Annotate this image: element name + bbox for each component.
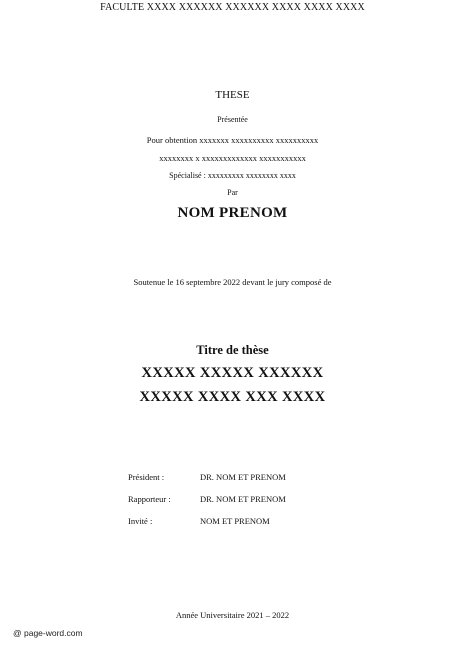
thesis-title-line-2: XXXXX XXXX XXX XXXX bbox=[139, 389, 326, 405]
jury-name: DR. NOM ET PRENOM bbox=[200, 472, 286, 482]
jury-role: Invité : bbox=[128, 516, 153, 526]
defense-statement: Soutenue le 16 septembre 2022 devant le jury composé de bbox=[133, 277, 332, 287]
jury-role: Rapporteur : bbox=[128, 494, 171, 504]
jury-name: DR. NOM ET PRENOM bbox=[200, 494, 286, 504]
jury-member-president bbox=[0, 472, 465, 486]
academic-year: Année Universitaire 2021 – 2022 bbox=[175, 610, 290, 620]
thesis-title-label: Titre de thèse bbox=[196, 343, 269, 357]
faculty-header: FACULTE XXXX XXXXXX XXXXXX XXXX XXXX XXXX bbox=[100, 2, 365, 13]
degree-line-1: Pour obtention xxxxxxx xxxxxxxxxx xxxxxxxxxx bbox=[146, 135, 319, 145]
degree-line-2: xxxxxxxx x xxxxxxxxxxxxx xxxxxxxxxxx bbox=[159, 153, 306, 163]
by-label: Par bbox=[227, 188, 238, 197]
jury-member-rapporteur bbox=[0, 494, 465, 508]
author-name: NOM PRENOM bbox=[177, 205, 288, 221]
thesis-title-line-1: XXXXX XXXXX XXXXXX bbox=[141, 365, 324, 381]
jury-role: Président : bbox=[128, 472, 165, 482]
presented-label: Présentée bbox=[217, 115, 248, 124]
jury-name: NOM ET PRENOM bbox=[200, 516, 270, 526]
thesis-heading: THESE bbox=[215, 89, 250, 101]
watermark-text: @ page-word.com bbox=[13, 628, 83, 638]
specialty-line: Spécialisé : xxxxxxxxx xxxxxxxx xxxx bbox=[169, 171, 296, 180]
jury-member-guest bbox=[0, 516, 465, 530]
